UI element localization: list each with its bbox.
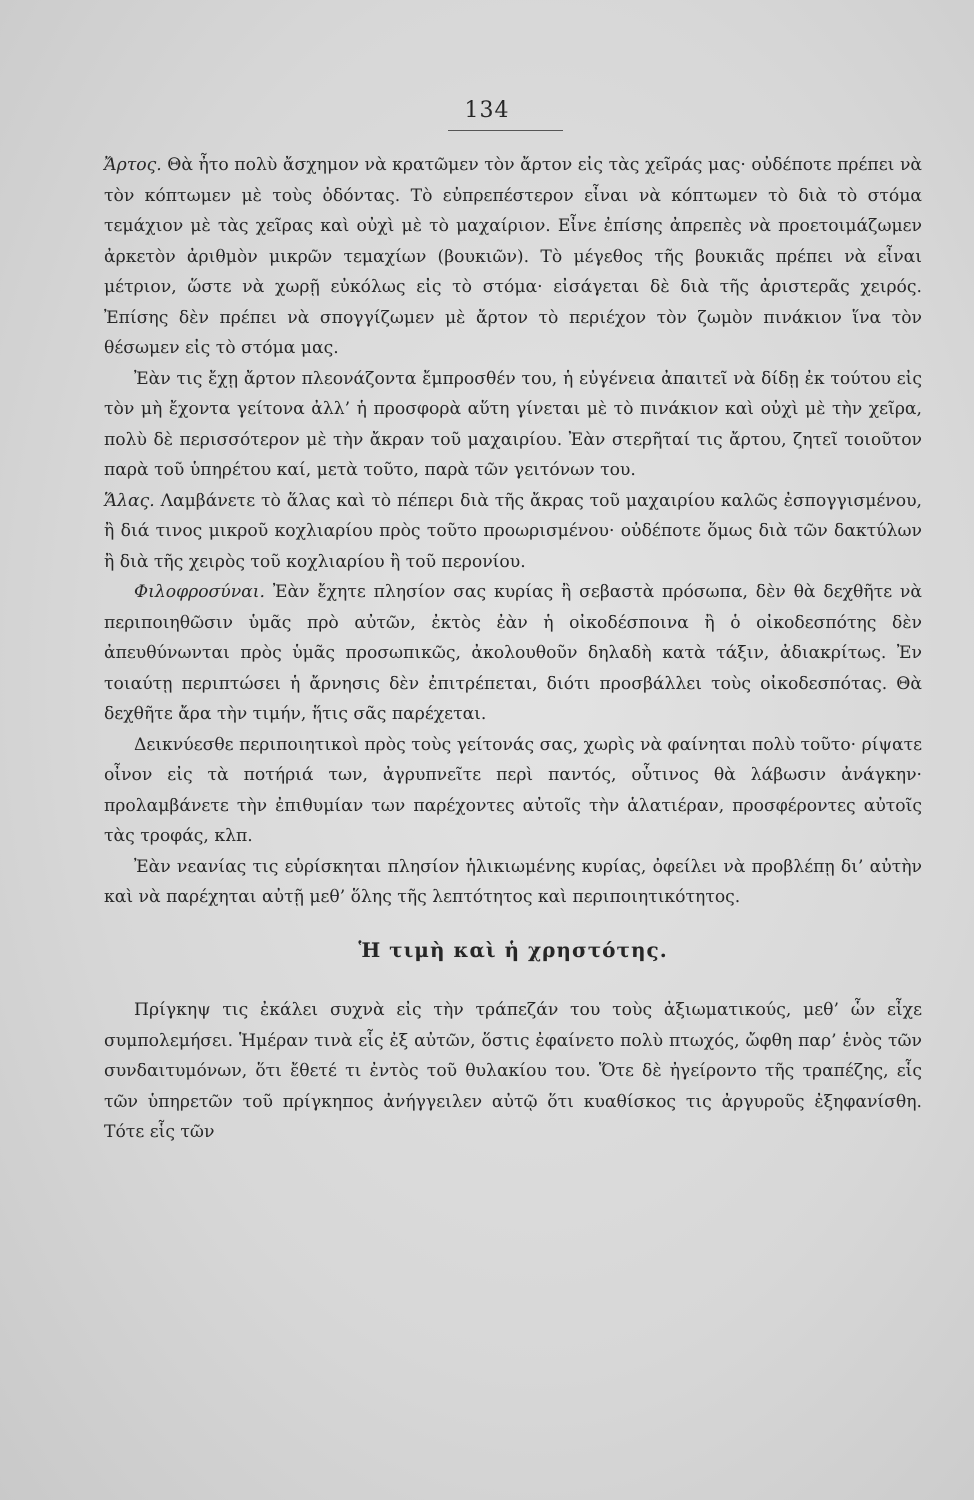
section-heading: Ἡ τιμὴ καὶ ἡ χρηστότης. [358,937,668,962]
term-artos: Ἄρτος. [104,155,162,175]
page-number: 134 [464,98,510,123]
paragraph-prince [104,995,922,1148]
paragraph-text: Ἐὰν ἔχητε πλησίον σας κυρίας ἢ σεβαστὰ πρόσωπα, δὲν θὰ δεχθῆτε νὰ περιποιηθῶσιν ὑμᾶς πρὸ αὐτῶν, ἐκτὸς ἐὰν ἡ οἰκοδέσποινα ἢ ὁ οἰκοδεσπότης δὲν ἀπευθύνωνται πρὸς ὑμᾶς προσωπικῶς, ἀκολουθοῦν δηλαδὴ κατὰ τάξιν, ἀδιακρίτως. Ἐν τοιαύτῃ περιπτώσει ἡ ἄρνησις δὲν ἐπιτρέπεται, διότι προσβάλλει τοὺς οἰκοδεσπότας. Θὰ δεχθῆτε ἄρα τὴν τιμήν, ἥτις σᾶς παρέχεται. [104,582,922,724]
paragraph-young-man [104,852,922,913]
header-rule [448,130,563,131]
paragraph-text: Δεικνύεσθε περιποιητικοὶ πρὸς τοὺς γείτονάς σας, χωρὶς νὰ φαίνηται πολὺ τοῦτο· ρίψατε οἶνον εἰς τὰ ποτήριά των, ἀγρυπνεῖτε περὶ παντός, οὗτινος θὰ λάβωσιν ἀνάγκην· προλαμβάνετε τὴν ἐπιθυμίαν των παρέχοντες αὐτοῖς τὴν ἁλατιέραν, προσφέροντες αὐτοῖς τὰς τροφάς, κλπ. [104,734,922,846]
paragraph-salt [104,486,922,578]
paragraph-text: Ἐὰν τις ἔχῃ ἄρτον πλεονάζοντα ἔμπροσθέν του, ἡ εὐγένεια ἀπαιτεῖ νὰ δίδῃ ἐκ τούτου εἰς τὸν μὴ ἔχοντα γείτονα ἀλλ’ ἡ προσφορὰ αὕτη γίνεται μὲ τὸ πινάκιον καὶ οὐχὶ μὲ τὴν χεῖρα, πολὺ δὲ περισσότερον μὲ τὴν ἄκραν τοῦ μαχαιρίου. Ἐὰν στερῆταί τις ἄρτου, ζητεῖ τοιοῦτον παρὰ τοῦ ὑπηρέτου καί, μετὰ τοῦτο, παρὰ τῶν γειτόνων του. [104,368,922,480]
paragraph-bread-sharing [104,364,922,486]
paragraph-attentive [104,730,922,852]
term-courtesies: Φιλοφροσύναι. [134,582,265,602]
paragraph-text: Ἐὰν νεανίας τις εὑρίσκηται πλησίον ἡλικιωμένης κυρίας, ὀφείλει νὰ προβλέπῃ δι’ αὐτὴν καὶ νὰ παρέχηται αὐτῇ μεθ’ ὅλης τῆς λεπτότητος καὶ περιποιητικότητος. [104,856,922,907]
paragraph-text: Λαμβάνετε τὸ ἅλας καὶ τὸ πέπερι διὰ τῆς ἄκρας τοῦ μαχαιρίου καλῶς ἐσπογγισμένου, ἢ διά τινος μικροῦ κοχλιαρίου πρὸς τοῦτο προωρισμένου· οὐδέποτε ὅμως διὰ τῶν δακτύλων ἢ διὰ τῆς χειρὸς τοῦ κοχλιαρίου ἢ τοῦ περονίου. [104,490,922,572]
paragraph-text: Πρίγκηψ τις ἐκάλει συχνὰ εἰς τὴν τράπεζάν του τοὺς ἀξιωματικούς, μεθ’ ὧν εἶχε συμπολεμήσει. Ἡμέραν τινὰ εἷς ἐξ αὐτῶν, ὅστις ἐφαίνετο πολὺ πτωχός, ὤφθη παρ’ ἑνὸς τῶν συνδαιτυμόνων, ὅτι ἔθετέ τι ἐντὸς τοῦ θυλακίου του. Ὅτε δὲ ἠγείροντο τῆς τραπέζης, εἷς τῶν ὑπηρετῶν τοῦ πρίγκηπος ἀνήγγειλεν αὐτῷ ὅτι κυαθίσκος τις ἀργυροῦς ἐξηφανίσθη. Τότε εἷς τῶν [104,1000,922,1142]
term-salt: Ἅλας. [104,490,155,511]
paragraph-text: Θὰ ἦτο πολὺ ἄσχημον νὰ κρατῶμεν τὸν ἄρτον εἰς τὰς χεῖράς μας· οὐδέποτε πρέπει νὰ τὸν κόπτωμεν μὲ τοὺς ὀδόντας. Τὸ εὐπρεπέστερον εἶναι νὰ κόπτωμεν τὸ διὰ τὸ στόμα τεμάχιον μὲ τὰς χεῖρας καὶ οὐχὶ μὲ τὸ μαχαίριον. Εἶνε ἐπίσης ἀπρεπὲς νὰ προετοιμάζωμεν ἀρκετὸν ἀριθμὸν μικρῶν τεμαχίων (βουκιῶν). Τὸ μέγεθος τῆς βουκιᾶς πρέπει νὰ εἶναι μέτριον, ὥστε νὰ χωρῇ εὐκόλως εἰς τὸ στόμα· εἰσάγεται δὲ διὰ τῆς ἀριστερᾶς χειρός. Ἐπίσης δὲν πρέπει νὰ σπογγίζωμεν μὲ ἄρτον τὸ περιέχον τὸν ζωμὸν πινάκιον ἵνα τὸν θέσωμεν εἰς τὸ στόμα μας. [104,155,922,358]
body-text [104,150,922,1148]
paragraph-artos [104,150,922,364]
paragraph-courtesies [104,577,922,730]
